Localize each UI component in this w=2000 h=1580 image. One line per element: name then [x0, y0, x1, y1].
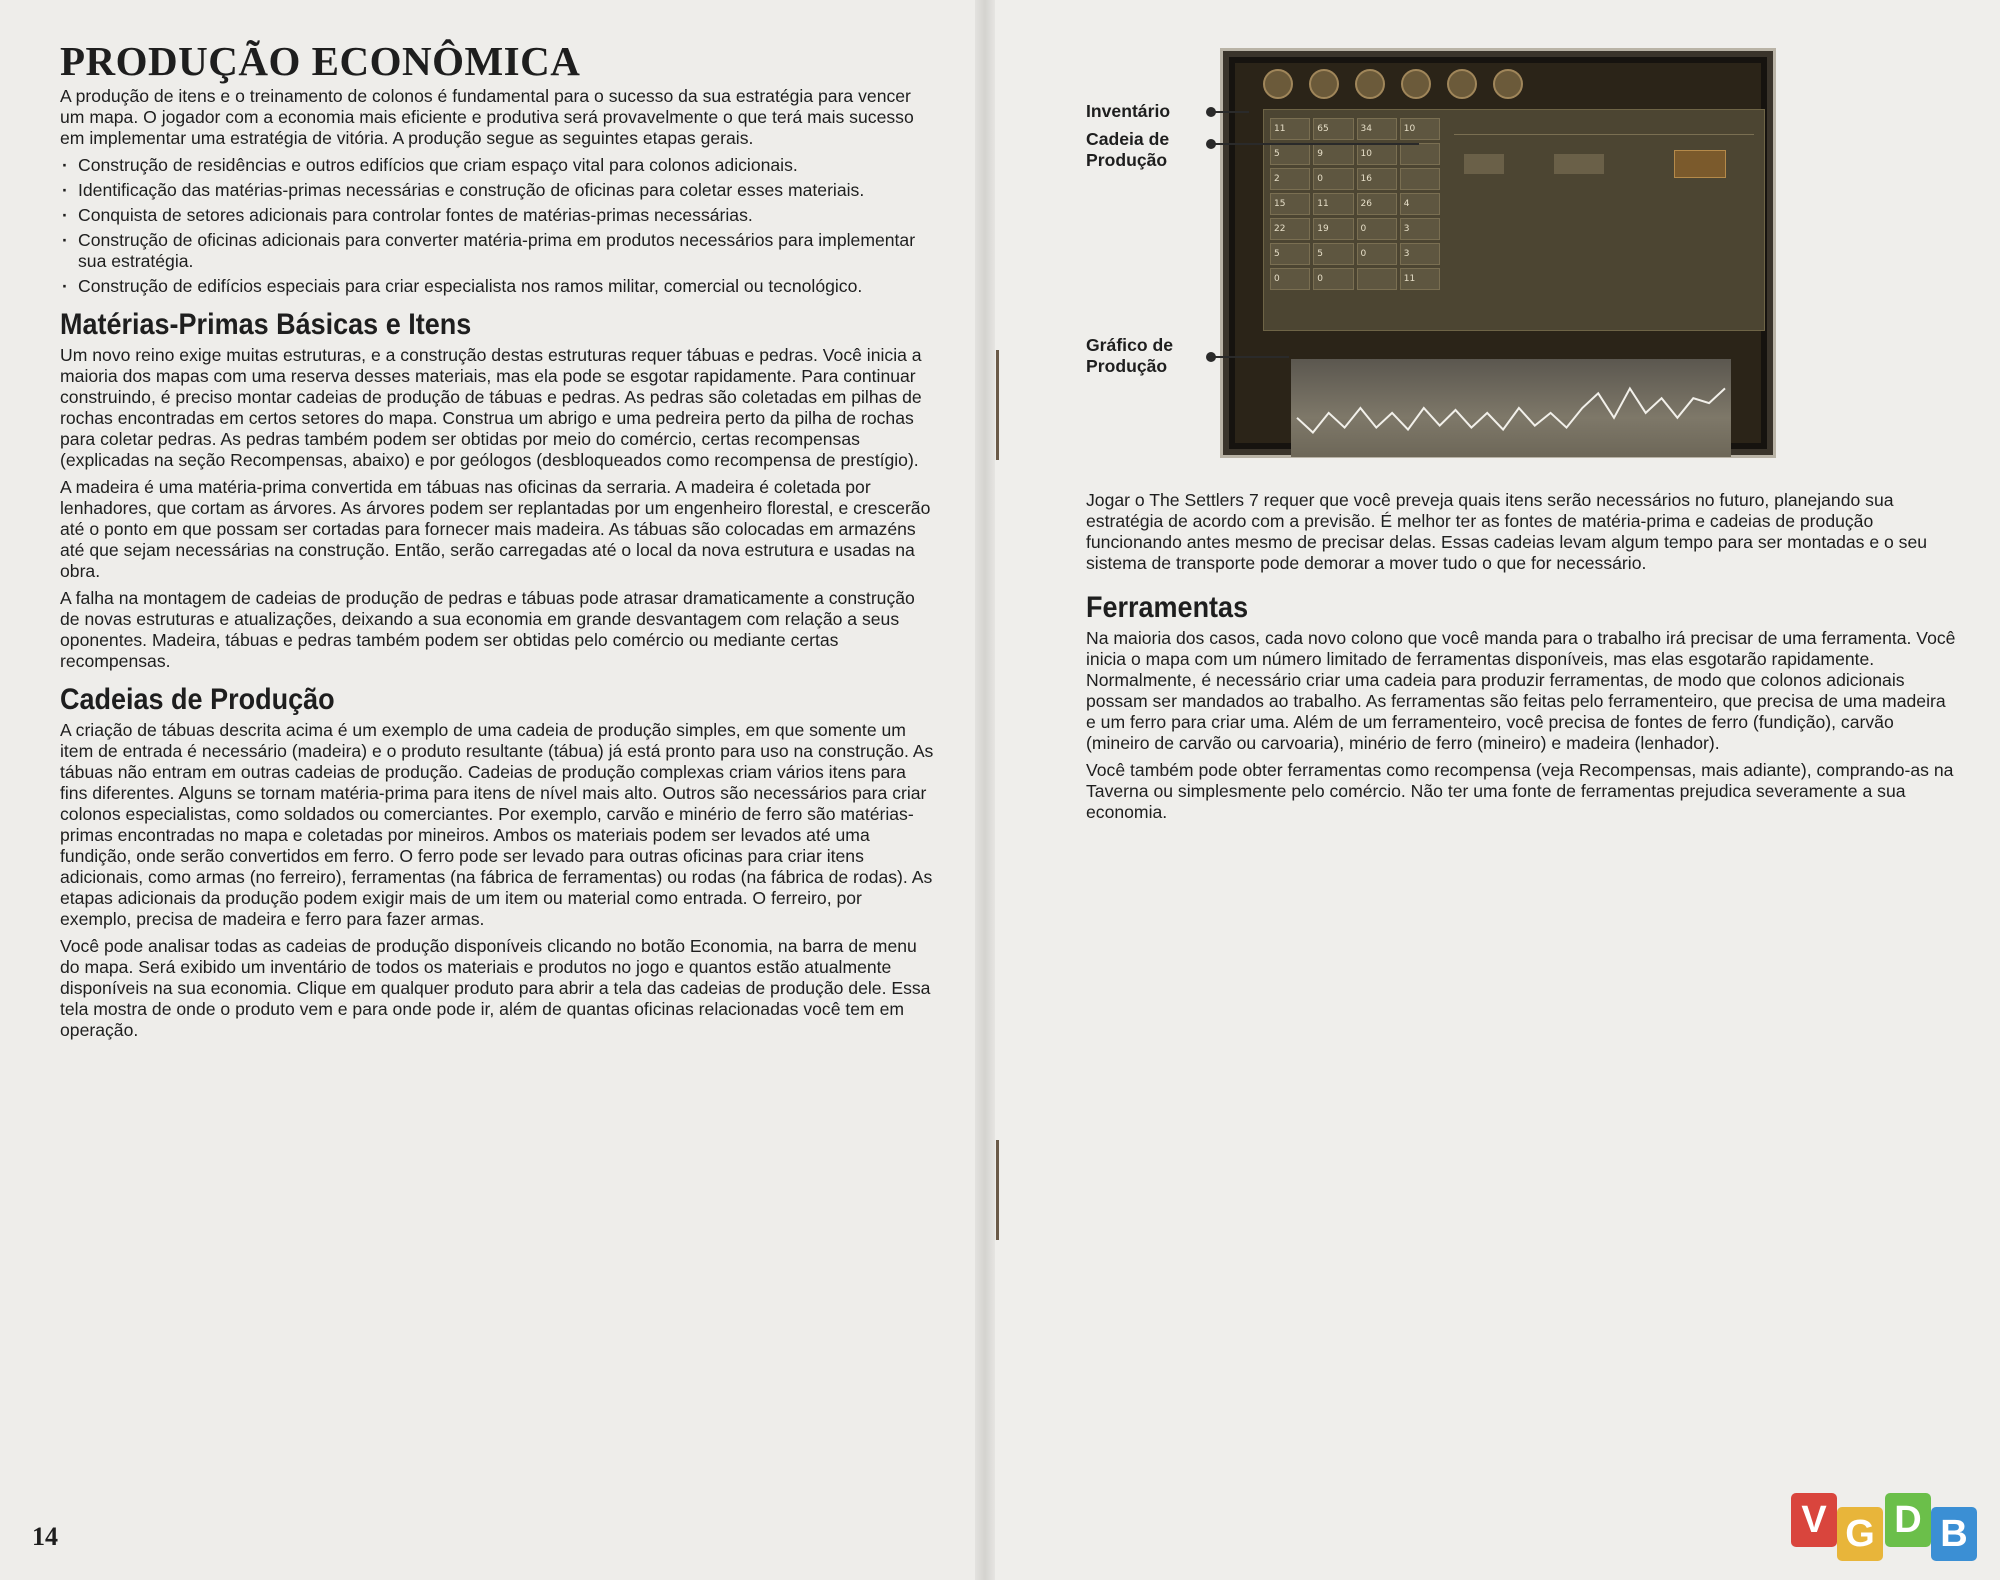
- section-heading: Matérias-Primas Básicas e Itens: [60, 308, 472, 341]
- callout-production-graph: Gráfico de Produção: [1086, 335, 1174, 376]
- inventory-cell[interactable]: 0: [1270, 268, 1310, 290]
- chain-input: [1464, 154, 1504, 174]
- logo-letter-v: V: [1791, 1493, 1837, 1547]
- intro-paragraph: A produção de itens e o treinamento de colonos é fundamental para o sucesso da sua estratégia para vencer um mapa. O jogador com a economia mais eficiente e produtiva será provavelmente o que terá mais sucesso em implementar uma estratégia de vitória. A produção segue as seguintes etapas gerais.: [60, 86, 914, 148]
- production-chain: [1454, 150, 1754, 180]
- inventory-cell[interactable]: [1357, 268, 1397, 290]
- scroll-icon: [1401, 69, 1431, 99]
- inventory-cell[interactable]: 2: [1270, 168, 1310, 190]
- paragraph: Na maioria dos casos, cada novo colono que você manda para o trabalho irá precisar de uma ferramenta. Você inicia o mapa com um número limitado de ferramentas disponíveis, mas elas esgotarão rapidamente. Normalmente, é necessário criar uma cadeia para produzir ferramentas, de modo que colonos adicionais possam ser mandados ao trabalho. As ferramentas são feitas pelo ferramenteiro, que precisa de uma madeira e um ferro para criar uma. Além de um ferramenteiro, você precisa de fontes de ferro (fundição), carvão (mineiro de carvão ou carvoaria), minério de ferro (mineiro) e madeira (lenhador).: [1086, 628, 1956, 753]
- cart-icon: [1493, 69, 1523, 99]
- inventory-cell[interactable]: 5: [1270, 243, 1310, 265]
- paragraph: A falha na montagem de cadeias de produção de pedras e tábuas pode atrasar dramaticamente a construção de novas estruturas e atualizações, deixando a sua economia em grande desvantagem com relação a seus oponentes. Madeira, tábuas e pedras também podem ser obtidas pelo comércio ou mediante certas recompensas.: [60, 588, 915, 671]
- spine-mark: [996, 1140, 999, 1240]
- screenshot-toolbar: [1263, 69, 1523, 101]
- inventory-cell[interactable]: 16: [1357, 168, 1397, 190]
- inventory-cell[interactable]: 19: [1313, 218, 1353, 240]
- inventory-cell[interactable]: [1400, 143, 1440, 165]
- page-title: PRODUÇÃO ECONÔMICA: [60, 38, 581, 84]
- inventory-cell[interactable]: 10: [1400, 118, 1440, 140]
- paragraph: A criação de tábuas descrita acima é um exemplo de uma cadeia de produção simples, em que somente um item de entrada é necessário (madeira) e o produto resultante (tábua) já está pronto para uso na construção. As tábuas não entram em outras cadeias de produção. Cadeias de produção complexas criam vários itens para fins diferentes. Alguns se tornam matéria-prima para itens de nível mais alto. Outros são necessários para criar colonos especialistas, como soldados ou comerciantes. Por exemplo, carvão e minério de ferro são matérias-primas encontradas no mapa e coletadas por mineiros. Ambos os materiais podem ser levados até uma fundição, onde serão convertidos em ferro. O ferro pode ser levado para outras oficinas para criar itens adicionais, como armas (no ferreiro), ferramentas (na fábrica de ferramentas) ou rodas (na fábrica de rodas). As etapas adicionais da produção podem exigir mais de um item ou material como entrada. O ferreiro, por exemplo, precisa de madeira e ferro para fazer armas.: [60, 720, 934, 929]
- steps-list: [60, 155, 938, 297]
- menu-icon: [1263, 69, 1293, 99]
- section-heading: Cadeias de Produção: [60, 683, 335, 716]
- list-item: · Construção de residências e outros edifícios que criam espaço vital para colonos adicionais.: [60, 155, 938, 176]
- chain-header: [1454, 120, 1754, 135]
- swords-icon: [1309, 69, 1339, 99]
- section-heading: Ferramentas: [1086, 591, 1249, 624]
- inventory-cell[interactable]: 9: [1313, 143, 1353, 165]
- inventory-cell[interactable]: 5: [1313, 243, 1353, 265]
- inventory-cell[interactable]: 34: [1357, 118, 1397, 140]
- inventory-cell[interactable]: 65: [1313, 118, 1353, 140]
- list-item: · Construção de oficinas adicionais para converter matéria-prima em produtos necessários para implementar sua estratégia.: [60, 230, 938, 272]
- production-graph: [1291, 359, 1731, 457]
- inventory-cell[interactable]: 0: [1357, 243, 1397, 265]
- callout-line: [1211, 111, 1249, 113]
- paragraph: Você pode analisar todas as cadeias de produção disponíveis clicando no botão Economia, na barra de menu do mapa. Será exibido um inventário de todos os materiais e produtos no jogo e quantos estão atualmente disponíveis na sua economia. Clique em qualquer produto para abrir a tela das cadeias de produção dele. Essa tela mostra de onde o produto vem e para onde pode ir, além de quantas oficinas relacionadas você tem em operação.: [60, 936, 931, 1040]
- page-number: 14: [32, 1522, 58, 1551]
- list-item: · Identificação das matérias-primas necessárias e construção de oficinas para coletar esses materiais.: [60, 180, 938, 201]
- list-item: · Conquista de setores adicionais para controlar fontes de matérias-primas necessárias.: [60, 205, 938, 226]
- game-screenshot: [1220, 48, 1776, 458]
- inventory-cell[interactable]: 22: [1270, 218, 1310, 240]
- shield-icon: [1355, 69, 1385, 99]
- vgdb-logo: [1791, 1493, 1981, 1563]
- list-item: · Construção de edifícios especiais para criar especialista nos ramos militar, comercial ou tecnológico.: [60, 276, 938, 297]
- inventory-cell[interactable]: 3: [1400, 218, 1440, 240]
- logo-letter-g: G: [1837, 1507, 1883, 1561]
- screenshot-window: [1235, 63, 1761, 443]
- spine-mark: [996, 350, 999, 460]
- callout-production-chain: Cadeia de Produção: [1086, 129, 1170, 170]
- inventory-cell[interactable]: 0: [1313, 268, 1353, 290]
- right-column: [1086, 490, 1956, 829]
- graph-line: [1291, 359, 1731, 457]
- inventory-cell[interactable]: [1400, 168, 1440, 190]
- callout-line: [1211, 143, 1419, 145]
- inventory-cell[interactable]: 11: [1313, 193, 1353, 215]
- paragraph: Você também pode obter ferramentas como recompensa (veja Recompensas, mais adiante), comprando-as na Taverna ou simplesmente pelo comércio. Não ter uma fonte de ferramentas prejudica severamente a sua economia.: [1086, 760, 1954, 822]
- book-spine: [975, 0, 995, 1580]
- inventory-cell[interactable]: 11: [1270, 118, 1310, 140]
- callout-line: [1211, 356, 1289, 358]
- intro-paragraph: Jogar o The Settlers 7 requer que você preveja quais itens serão necessários no futuro, planejando sua estratégia de acordo com a previsão. É melhor ter as fontes de matéria-prima e cadeias de produção funcionando antes mesmo de precisar delas. Essas cadeias levam algum tempo para ser montadas e o seu sistema de transporte pode demorar a mover tudo o que for necessário.: [1086, 490, 1928, 573]
- coin-icon: [1447, 69, 1477, 99]
- inventory-cell[interactable]: 26: [1357, 193, 1397, 215]
- inventory-cell[interactable]: 5: [1270, 143, 1310, 165]
- chain-result: [1674, 150, 1726, 178]
- callout-inventory: Inventário: [1086, 101, 1171, 121]
- inventory-cell[interactable]: 15: [1270, 193, 1310, 215]
- inventory-cell[interactable]: 0: [1357, 218, 1397, 240]
- inventory-cell[interactable]: 11: [1400, 268, 1440, 290]
- graph-series-line: [1297, 388, 1725, 432]
- inventory-cell[interactable]: 0: [1313, 168, 1353, 190]
- paragraph: A madeira é uma matéria-prima convertida em tábuas nas oficinas da serraria. A madeira é coletada por lenhadores, que cortam as árvores. As árvores podem ser replantadas por um engenheiro florestal, e crescerão até o ponto em que possam ser cortadas para fornecer mais madeira. As tábuas são colocadas em armazéns até que sejam necessárias na construção. Então, serão carregadas até o local da nova estrutura e usadas na obra.: [60, 477, 931, 581]
- inventory-cell[interactable]: 4: [1400, 193, 1440, 215]
- paragraph: Um novo reino exige muitas estruturas, e a construção destas estruturas requer tábuas e pedras. Você inicia a maioria dos mapas com uma reserva desses materiais, mas ela pode se esgotar rapidamente. Para continuar construindo, é preciso montar cadeias de produção de tábuas e pedras. As pedras são coletadas em pilhas de rochas encontradas em certos setores do mapa. Construa um abrigo e uma pedreira perto da pilha de rochas para coletar pedras. As pedras também podem ser obtidas por meio do comércio, certas recompensas (explicadas na seção Recompensas, abaixo) e por geólogos (desbloqueados como recompensa de prestígio).: [60, 345, 922, 470]
- inventory-cell[interactable]: 10: [1357, 143, 1397, 165]
- logo-letter-b: B: [1931, 1507, 1977, 1561]
- inventory-cell[interactable]: 3: [1400, 243, 1440, 265]
- left-column: [60, 38, 938, 1047]
- logo-letter-d: D: [1885, 1493, 1931, 1547]
- chain-producer: [1554, 154, 1604, 174]
